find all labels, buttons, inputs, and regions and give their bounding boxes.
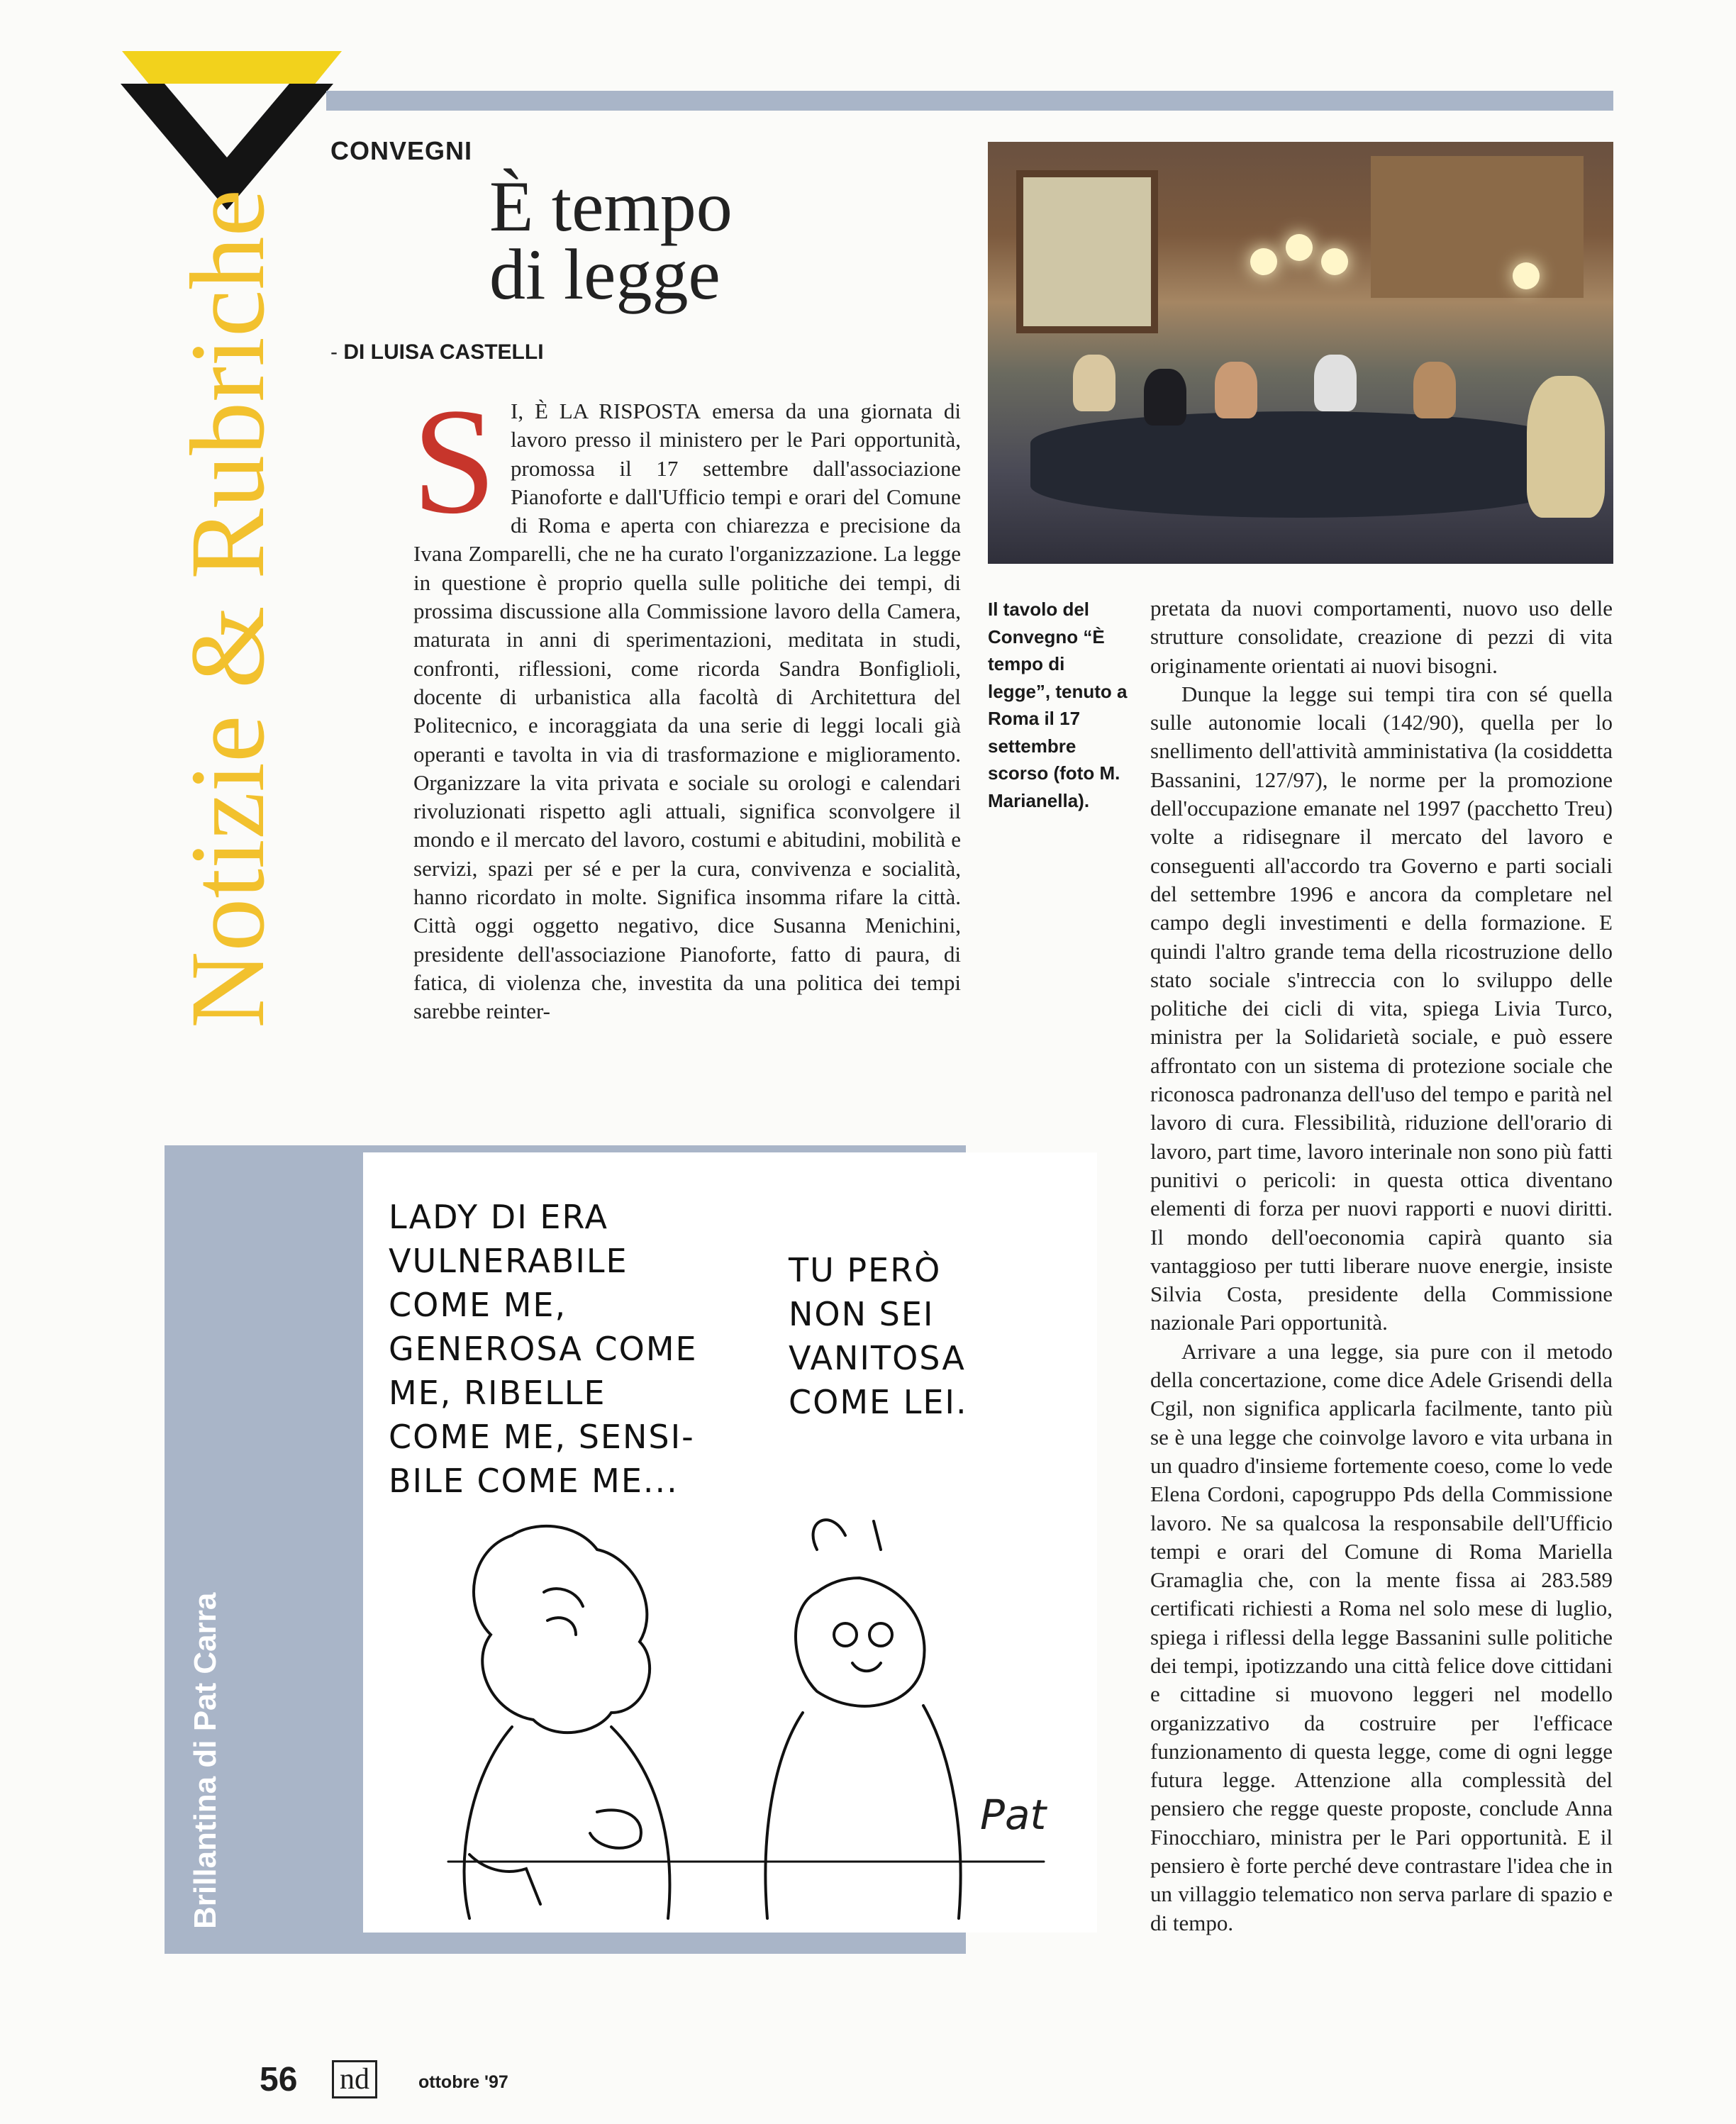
attendee <box>1413 362 1456 418</box>
lead-smallcaps: I, È LA RISPOSTA <box>511 399 701 423</box>
top-rule-bar <box>326 91 1613 111</box>
mirror <box>590 1810 641 1848</box>
speech-left: LADY DI ERA VULNERABILE COME ME, GENEROSA COME ME, RIBELLE COME ME, SENSI- BILE COME ME... <box>389 1198 698 1500</box>
column-2-paragraph: Dunque la legge sui tempi tira con sé quella sulle autonomie locali (142/90), quella per lo snellimento dell'attività amministativa (la cosiddetta Bassanini, 127/97), le norme per la promozione dell'occupazione emanate nel 1997 (pacchetto Treu) volte a ridisegnare il mercato del lavoro e conseguenti all'accordo tra Governo e parti sociali del settembre 1996 e ancora da completare nel campo degli investimenti e della formazione. E quindi l'altro grande tema della ricostruzione dello stato sociale s'intreccia con lo sviluppo delle politiche dei cicli di vita, spiega Livia Turco, ministra per la Solidarietà sociale, e può essere affrontato con un sistema di protezione sociale che riconosca padronanza dell'uso del tempo e parità nel lavoro di cura. Flessibilità, riduzione dell'orario di lavoro, part time, lavoro interinale non sono più fatti punitivi o pericoli: in questa ottica diventano elementi di forza per nuovi rapporti e nuovi diritti. Il mondo dell'oeconomia capirà quanto sia vantaggioso per tutti liberare nuove energie, insiste Silvia Costa, presidente della Commissione nazionale Pari opportunità. <box>1150 681 1613 1335</box>
article-title: È tempo di legge <box>489 167 733 315</box>
chandelier-light <box>1321 248 1348 275</box>
right-character-mouth <box>852 1663 881 1671</box>
attendee <box>1527 376 1605 518</box>
right-character-eye <box>834 1623 857 1646</box>
rubric-title: Notizie & Rubriche <box>169 189 286 1028</box>
right-character-body <box>765 1713 803 1918</box>
left-character-eye <box>544 1589 583 1606</box>
cartoon-credit: Brillantina di Pat Carra <box>188 1592 223 1929</box>
column-1-text: emersa da una giornata di lavoro presso il ministero per le Pari opportunità, promossa il 17 settembre dall'associazione Pianoforte e dall'Ufficio tempi e orari del Comune di Roma e aperta con chiarezza e precisione da Ivana Zomparelli, che ne ha curato l'organizzazione. La legge in questione è proprio quella sulle politiche dei tempi, di prossima discussione alla Commissione lavoro della Camera, maturata in anni di sperimentazioni, meditata in studi, confronti, riflessioni, come ricorda Sandra Bonfiglioli, docente di urbanistica alla facoltà di Architettura del Politecnico, e incoraggiata da una serie di leggi locali già operanti e tavolta in via di trasformazione e miglioramento. Organizzare la vita privata e sociale su orologi e calendari rivoluzionati rispetto agli attuali, significa sconvolgere il mondo e il mercato del lavoro, costumi e abitudini, mobilità e servizi, spazi per sé e per la cura, convivenza e socialità, hanno ricordato in molte. Significa insomma rifare la città. Città oggi oggetto negativo, dice Susanna Menichini, presidente dell'associazione Pianoforte, fatto di paura, di fatica, di violenza che, investita da una politica dei tempi sarebbe reinter- <box>413 399 962 1024</box>
column-2-paragraph: Arrivare a una legge, sia pure con il metodo della concertazione, come dice Adele Grisendi della Cgil, non significa applicarla facilmente, tanto più se è una legge che coinvolge lavoro e vita urbana in un quadro d'insieme fortemente coeso, come lo vede Elena Cordoni, capogruppo Pds della Commissione lavoro. Ne sa qualcosa la responsabile dell'Ufficio tempi e orari del Comune di Roma Mariella Gramaglia che, con la mente fissa ai 283.589 certificati richiesti a Roma nel solo mese di luglio, spiega i riflessi della legge Bassanini sulle politiche dei tempi, ipotizzando una città felice dove cittidani e cittadine si muovono leggeri nel modello organizzativo da costruire per l'efficace funzionamento di questa legge, come di ogni legge futura legge. Attenzione alla complessità del pensiero che regge queste proposte, conclude Anna Finocchiaro, ministra per le Pari opportunità. E il pensiero è forte perché deve contrastare l'idea che in un villaggio telematico non serva parlare di spazio e di tempo. <box>1150 1338 1613 1935</box>
column-2-paragraph: pretata da nuovi comportamenti, nuovo uso delle strutture consolidate, creazione di pezzi di vita originamente orientati ai nuovi bisogni. <box>1150 596 1613 678</box>
attendee <box>1314 355 1357 411</box>
photo-caption: Il tavolo del Convegno “È tempo di legge”, tenuto a Roma il 17 settembre scorso (foto M. Marianella). <box>988 599 1128 811</box>
body-column-2 <box>1150 594 1613 1937</box>
issue-date: ottobre '97 <box>418 2072 508 2092</box>
wall-lamp <box>1513 262 1540 289</box>
right-character-body <box>923 1706 961 1918</box>
body-column-1 <box>412 377 962 1026</box>
photo-window <box>1016 170 1158 333</box>
cartoon <box>363 1152 1097 1933</box>
artist-signature: Pat <box>980 1791 1047 1839</box>
right-character-tuft <box>813 1520 845 1550</box>
right-character-tuft <box>874 1521 881 1550</box>
chandelier-light <box>1250 248 1277 275</box>
conference-table <box>1030 411 1569 518</box>
photo-fresco <box>1371 156 1584 298</box>
section-label: CONVEGNI <box>330 136 473 165</box>
page-number: 56 <box>260 2061 298 2098</box>
right-character-head <box>796 1578 925 1706</box>
left-character-hair <box>474 1526 650 1733</box>
left-character-body <box>611 1727 669 1918</box>
left-character-eye <box>547 1618 576 1635</box>
left-character-body <box>464 1727 513 1918</box>
byline: - DI LUISA CASTELLI <box>330 340 544 365</box>
magazine-logo: nd <box>332 2060 377 2098</box>
conference-photo <box>988 142 1613 564</box>
speech-right: TU PERÒ NON SEI VANITOSA COME LEI. <box>789 1251 968 1421</box>
attendee <box>1073 355 1115 411</box>
dropcap: S <box>412 377 497 545</box>
attendee <box>1144 369 1186 426</box>
corner-chevron-cutout <box>165 84 289 157</box>
attendee <box>1215 362 1257 418</box>
chandelier-light <box>1286 234 1313 261</box>
right-character-eye <box>869 1623 892 1646</box>
